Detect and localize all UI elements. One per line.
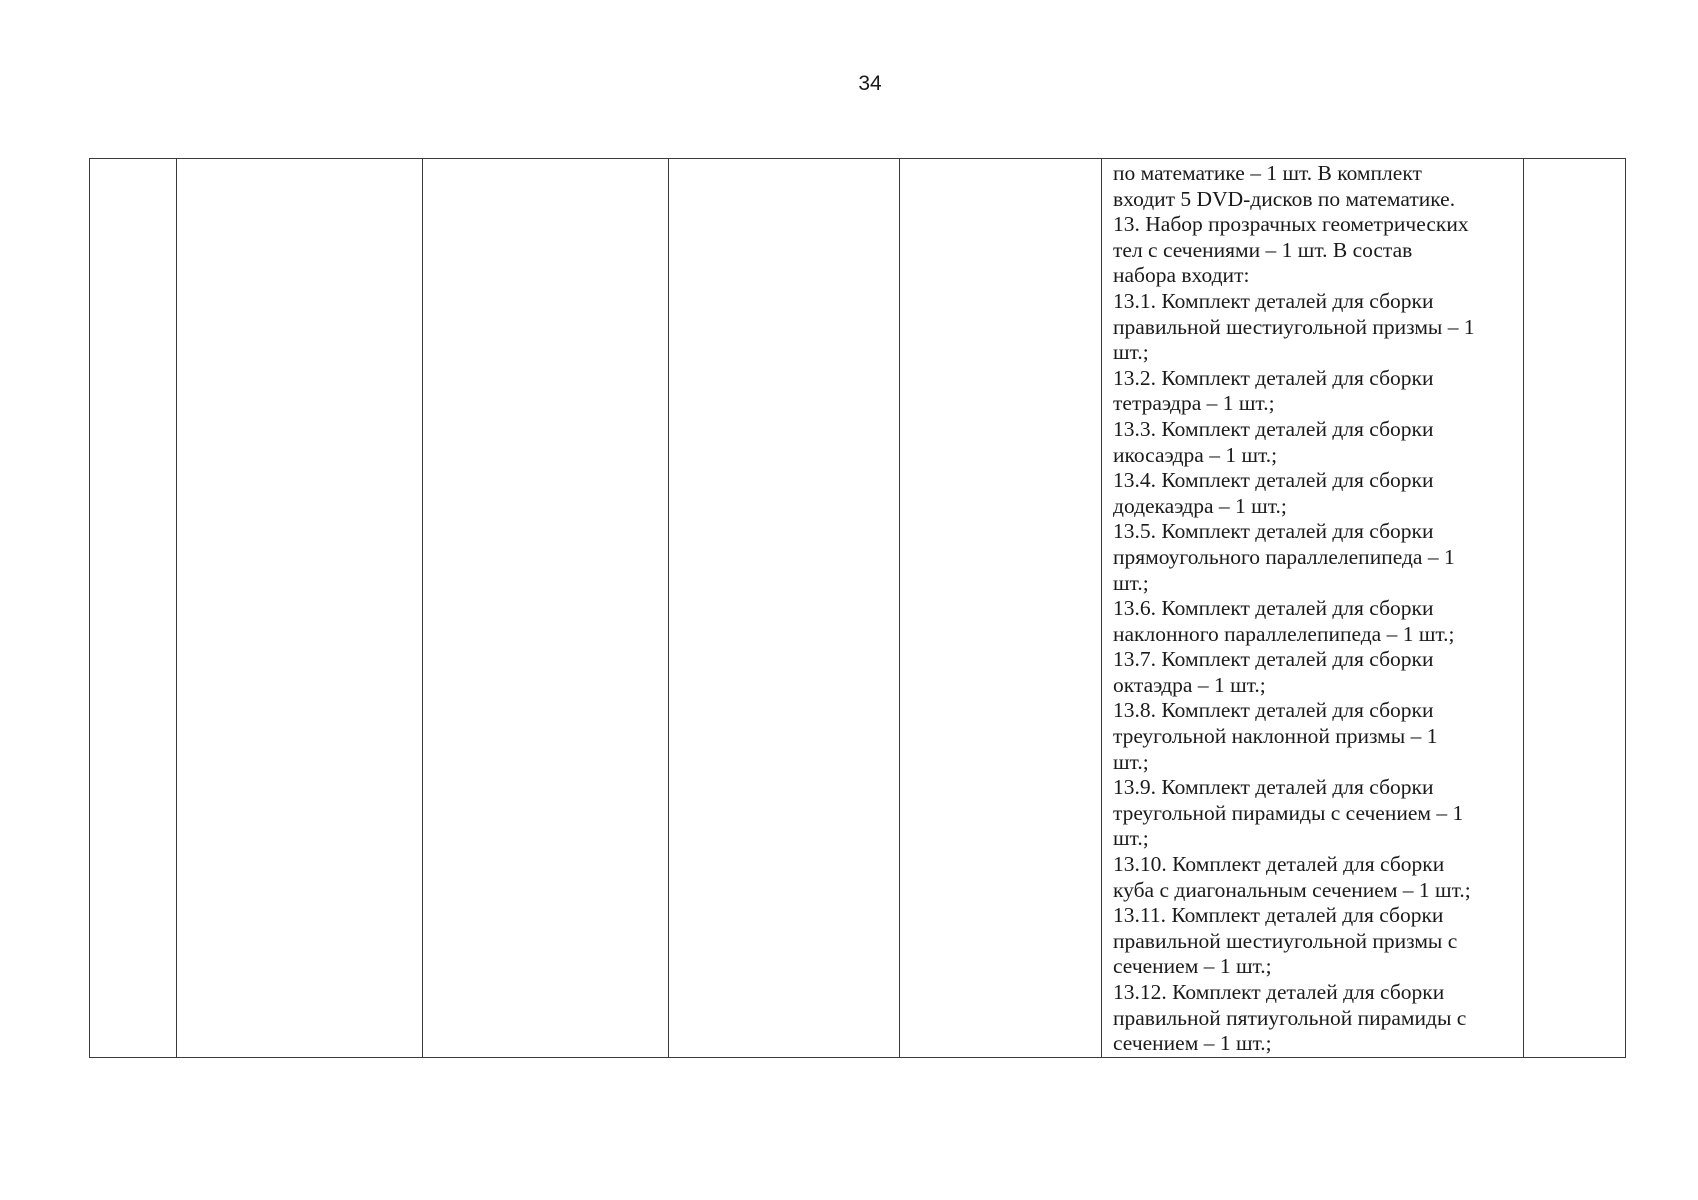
equipment-line: тел с сечениями – 1 шт. В состав: [1113, 237, 1413, 262]
equipment-line: 13. Набор прозрачных геометрических: [1113, 212, 1469, 237]
equipment-line: 13.4. Комплект деталей для сборки: [1113, 468, 1434, 493]
table-cell-notes: [1524, 159, 1626, 1058]
equipment-line: правильной пятиугольной пирамиды с: [1113, 1005, 1467, 1030]
equipment-line: 13.10. Комплект деталей для сборки: [1113, 852, 1445, 877]
equipment-line: шт.;: [1113, 749, 1149, 774]
equipment-line: икосаэдра – 1 шт.;: [1113, 442, 1278, 467]
table-cell-address: [423, 159, 669, 1058]
equipment-line: 13.5. Комплект деталей для сборки: [1113, 519, 1434, 544]
equipment-table: [89, 158, 1626, 1058]
equipment-line: набора входит:: [1113, 263, 1250, 288]
equipment-line: додекаэдра – 1 шт.;: [1113, 493, 1287, 518]
table-row: [90, 159, 1626, 1058]
equipment-line: входит 5 DVD-дисков по математике.: [1113, 186, 1456, 211]
table-cell-room: [900, 159, 1102, 1058]
equipment-line: 13.9. Комплект деталей для сборки: [1113, 775, 1434, 800]
equipment-line: 13.8. Комплект деталей для сборки: [1113, 698, 1434, 723]
equipment-line: 13.7. Комплект деталей для сборки: [1113, 647, 1434, 672]
equipment-line: правильной шестиугольной призмы с: [1113, 928, 1458, 953]
equipment-line: 13.12. Комплект деталей для сборки: [1113, 980, 1445, 1004]
equipment-line: шт.;: [1113, 826, 1149, 851]
equipment-line: шт.;: [1113, 570, 1149, 595]
equipment-line: 13.3. Комплект деталей для сборки: [1113, 416, 1434, 441]
table-cell-program: [669, 159, 900, 1058]
equipment-line: 13.2. Комплект деталей для сборки: [1113, 365, 1434, 390]
equipment-list: [1113, 161, 1515, 1057]
equipment-line: правильной шестиугольной призмы – 1: [1113, 314, 1475, 339]
equipment-line: прямоугольного параллелепипеда – 1: [1113, 544, 1455, 569]
equipment-line: октаэдра – 1 шт.;: [1113, 672, 1266, 697]
equipment-line: 13.1. Комплект деталей для сборки: [1113, 288, 1434, 313]
equipment-line: 13.11. Комплект деталей для сборки: [1113, 903, 1444, 928]
table-cell-equipment: [1102, 159, 1524, 1058]
page-number: 34: [858, 72, 882, 95]
equipment-line: сечением – 1 шт.;: [1113, 954, 1272, 979]
equipment-line: тетраэдра – 1 шт.;: [1113, 391, 1275, 416]
equipment-line: сечением – 1 шт.;: [1113, 1031, 1272, 1056]
equipment-line: треугольной наклонной призмы – 1: [1113, 724, 1438, 749]
table-cell-index: [90, 159, 177, 1058]
equipment-line: куба с диагональным сечением – 1 шт.;: [1113, 877, 1471, 902]
equipment-line: треугольной пирамиды с сечением – 1: [1113, 800, 1464, 825]
equipment-line: шт.;: [1113, 340, 1149, 365]
table-cell-name: [177, 159, 423, 1058]
equipment-line: по математике – 1 шт. В комплект: [1113, 161, 1422, 185]
equipment-line: наклонного параллелепипеда – 1 шт.;: [1113, 621, 1455, 646]
equipment-line: 13.6. Комплект деталей для сборки: [1113, 596, 1434, 621]
